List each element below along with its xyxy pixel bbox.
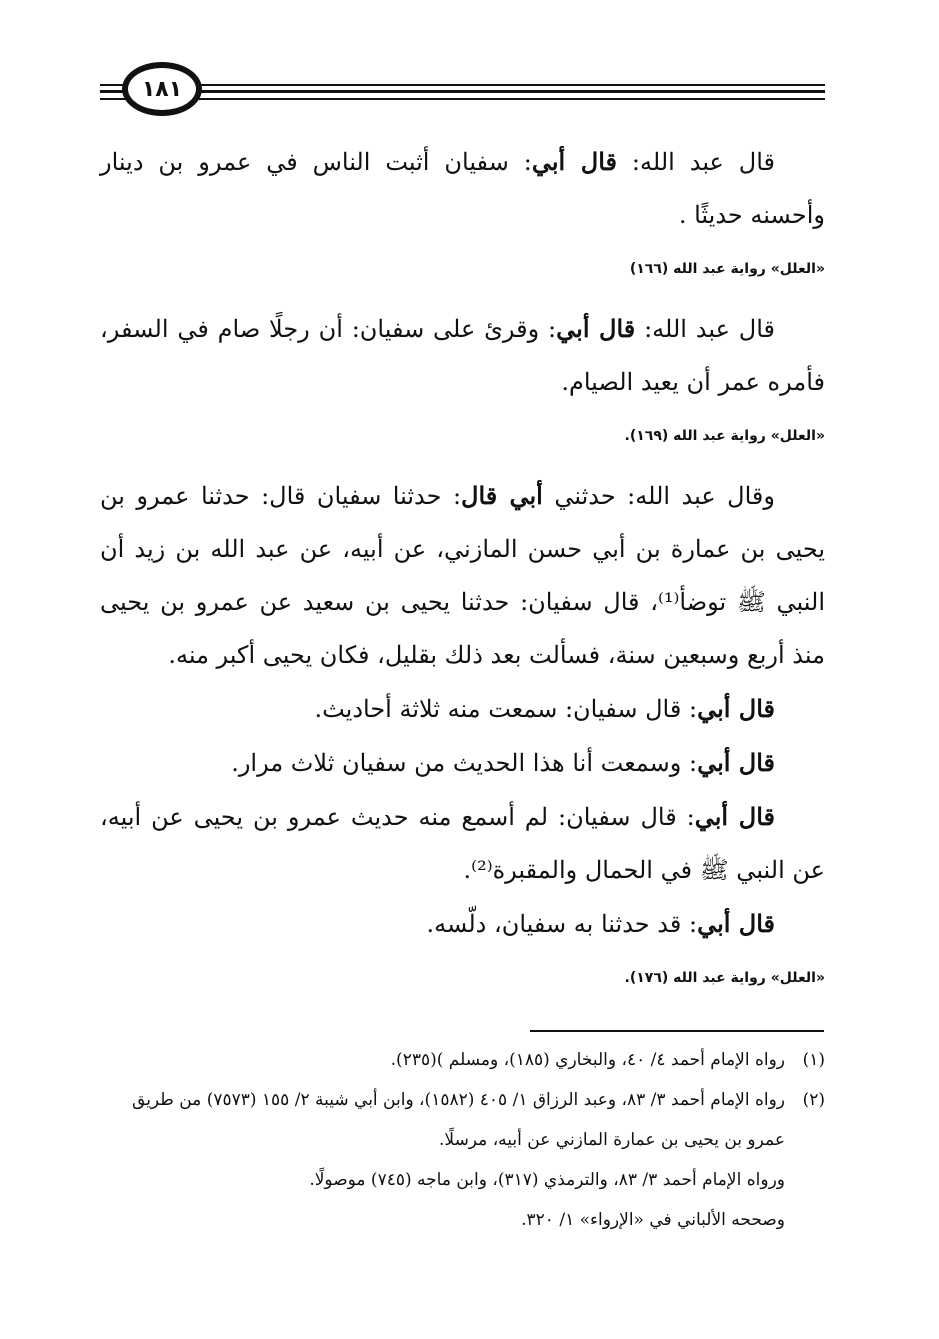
paragraph-text: : وقرئ على سفيان: أن رجلًا صام في السفر، فأمره عمر أن يعيد الصيام.: [100, 315, 825, 396]
page-header: [100, 62, 825, 122]
footnote-text: رواه الإمام أحمد ٤/ ٤٠، والبخاري (١٨٥)، ومسلم )(٢٣٥).: [390, 1050, 785, 1070]
paragraph-bold: قال أبي: [697, 909, 775, 938]
paragraph: [100, 897, 825, 951]
paragraph-bold: قال أبي: [697, 694, 775, 723]
footnote-number: (١): [802, 1050, 825, 1070]
paragraph: [100, 302, 825, 409]
paragraph-text: : وسمعت أنا هذا الحديث من سفيان ثلاث مرار.: [231, 749, 698, 777]
paragraph: [100, 736, 825, 790]
source-citation: «العلل» رواية عبد الله (١٦٦): [629, 261, 825, 277]
paragraph-bold: قال أبي: [531, 147, 618, 176]
source-citation: «العلل» رواية عبد الله (١٦٩).: [624, 428, 825, 444]
paragraph: [100, 682, 825, 736]
paragraph: [100, 135, 825, 242]
main-text: [100, 135, 825, 1011]
footnote: [100, 1080, 825, 1160]
paragraph-text: : قد حدثنا به سفيان، دلّسه.: [426, 910, 698, 938]
footnote-continuation: ورواه الإمام أحمد ٣/ ٨٣، والترمذي (٣١٧)، وابن ماجه (٧٤٥) موصولًا.: [309, 1170, 785, 1190]
paragraph-text: : قال سفيان: لم أسمع منه حديث عمرو بن يحيى عن أبيه، عن النبي ﷺ في الحمال والمقبرة⁽²⁾.: [100, 803, 825, 884]
footnote-separator: [530, 1030, 824, 1032]
paragraph-text: : سفيان أثبت الناس في عمرو بن دينار وأحسنه حديثًا .: [100, 148, 825, 229]
header-rule: [100, 84, 825, 86]
header-rule: [100, 90, 825, 93]
footnote: [100, 1040, 825, 1080]
paragraph-text: قال عبد الله:: [617, 148, 776, 176]
paragraph-bold: قال أبي: [694, 802, 775, 831]
header-rule: [100, 98, 825, 100]
footnotes: [100, 1040, 825, 1240]
paragraph-text: وقال عبد الله: حدثني: [542, 482, 775, 510]
source-citation: «العلل» رواية عبد الله (١٧٦).: [624, 970, 825, 986]
paragraph-text: : حدثنا سفيان قال: حدثنا عمرو بن يحيى بن عمارة بن أبي حسن المازني، عن أبيه، عن عبد الله بن زيد أن النبي ﷺ توضأ⁽¹⁾، قال سفيان: حدثنا يحيى بن سعيد عن عمرو بن يحيى منذ أربع وسبعين سنة، فسألت بعد ذلك بقليل، فكان يحيى أكبر منه.: [100, 482, 825, 669]
paragraph: [100, 469, 825, 682]
page-number: ١٨١: [122, 62, 202, 116]
footnote-text: رواه الإمام أحمد ٣/ ٨٣، وعبد الرزاق ١/ ٤٠٥ (١٥٨٢)، وابن أبي شيبة ٢/ ١٥٥ (٧٥٧٣) من طريق عمرو بن يحيى بن عمارة المازني عن أبيه، مرسلًا.: [132, 1090, 785, 1150]
footnote-continuation: وصححه الألباني في «الإرواء» ١/ ٣٢٠.: [521, 1210, 785, 1230]
paragraph-text: : قال سفيان: سمعت منه ثلاثة أحاديث.: [314, 695, 698, 723]
paragraph: [100, 790, 825, 897]
footnote-number: (٢): [802, 1090, 825, 1110]
paragraph-bold: قال أبي: [697, 748, 775, 777]
paragraph-text: قال عبد الله:: [635, 315, 775, 343]
paragraph-bold: أبي قال: [461, 481, 543, 510]
paragraph-bold: قال أبي: [556, 314, 636, 343]
